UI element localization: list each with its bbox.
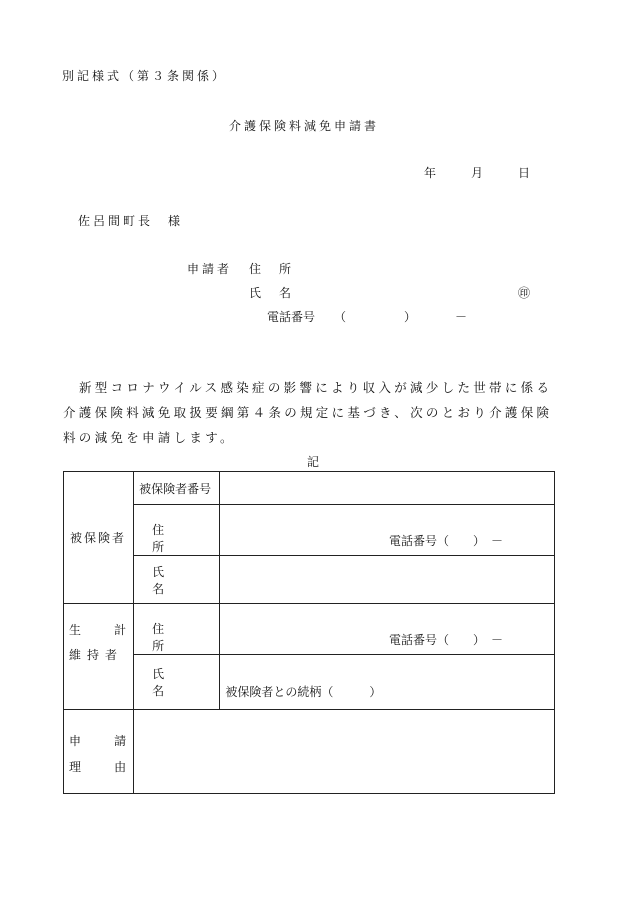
reason-line-1 <box>64 710 133 749</box>
applicant-phone-close: ） <box>404 310 417 324</box>
supporter-name-label-cell <box>134 655 220 710</box>
document-title: 介護保険料減免申請書 <box>229 119 380 133</box>
supporter-address-label: 住 所 <box>152 622 199 653</box>
supporter-char-2: 計 <box>114 622 127 637</box>
reason-char-1: 申 <box>69 734 82 748</box>
applicant-address-label: 住 所 <box>249 262 295 276</box>
seal-mark: ㊞ <box>518 286 531 300</box>
applicant-name-label: 氏 名 <box>249 286 295 300</box>
supporter-char-1: 生 <box>69 622 82 637</box>
supporter-group-cell <box>64 604 134 710</box>
reason-char-2: 請 <box>114 734 127 748</box>
supporter-phone-text: 電話番号（ ） － <box>388 633 503 647</box>
body-line-2: 介護保険料減免取扱要綱第４条の規定に基づき、次のとおり介護保険 <box>63 405 553 420</box>
reason-char-3: 理 <box>69 760 82 774</box>
application-table <box>63 471 555 794</box>
reason-field[interactable] <box>134 710 555 794</box>
table-row <box>64 505 555 556</box>
table-row <box>64 604 555 655</box>
date-day: 日 <box>518 166 531 180</box>
insured-number-label: 被保険者番号 <box>139 481 212 496</box>
body-line-3: 料の減免を申請します。 <box>63 430 236 445</box>
insured-group-cell <box>64 472 134 604</box>
table-row <box>64 655 555 710</box>
applicant-phone-dash: － <box>455 310 468 324</box>
form-label: 別記様式（第３条関係） <box>62 69 228 83</box>
relationship-text: 被保険者との続柄（ ） <box>225 685 382 699</box>
insured-number-field[interactable] <box>220 472 555 505</box>
insured-name-label: 氏 名 <box>152 564 199 596</box>
applicant-phone-label: 電話番号 <box>267 310 316 324</box>
date-year: 年 <box>424 166 437 180</box>
supporter-line-2: 維持者 <box>69 647 124 662</box>
supporter-address-label-cell <box>134 604 220 655</box>
insured-address-label-cell <box>134 505 220 556</box>
insured-name-field[interactable] <box>220 556 555 604</box>
reason-line-2 <box>64 749 133 775</box>
insured-group-label: 被保険者 <box>70 531 127 545</box>
table-row <box>64 710 555 794</box>
body-line-1: 新型コロナウイルス感染症の影響により収入が減少した世帯に係る <box>79 380 553 395</box>
insured-address-field[interactable] <box>220 505 555 556</box>
reason-label-cell <box>64 710 134 794</box>
applicant-label: 申請者 <box>187 262 233 276</box>
supporter-line-1 <box>64 621 133 638</box>
table-row <box>64 472 555 505</box>
insured-address-label: 住 所 <box>152 523 199 554</box>
ki-heading: 記 <box>307 455 320 469</box>
supporter-address-field[interactable] <box>220 604 555 655</box>
date-month: 月 <box>471 166 484 180</box>
insured-phone-text: 電話番号（ ） － <box>388 534 503 548</box>
supporter-name-field[interactable] <box>220 655 555 710</box>
addressee: 佐呂間町長 様 <box>78 214 184 228</box>
insured-number-label-cell <box>134 472 220 505</box>
applicant-phone-open: （ <box>334 310 347 324</box>
table-row <box>64 556 555 604</box>
insured-name-label-cell <box>134 556 220 604</box>
reason-char-4: 由 <box>114 760 127 774</box>
supporter-name-label: 氏 名 <box>152 667 199 698</box>
